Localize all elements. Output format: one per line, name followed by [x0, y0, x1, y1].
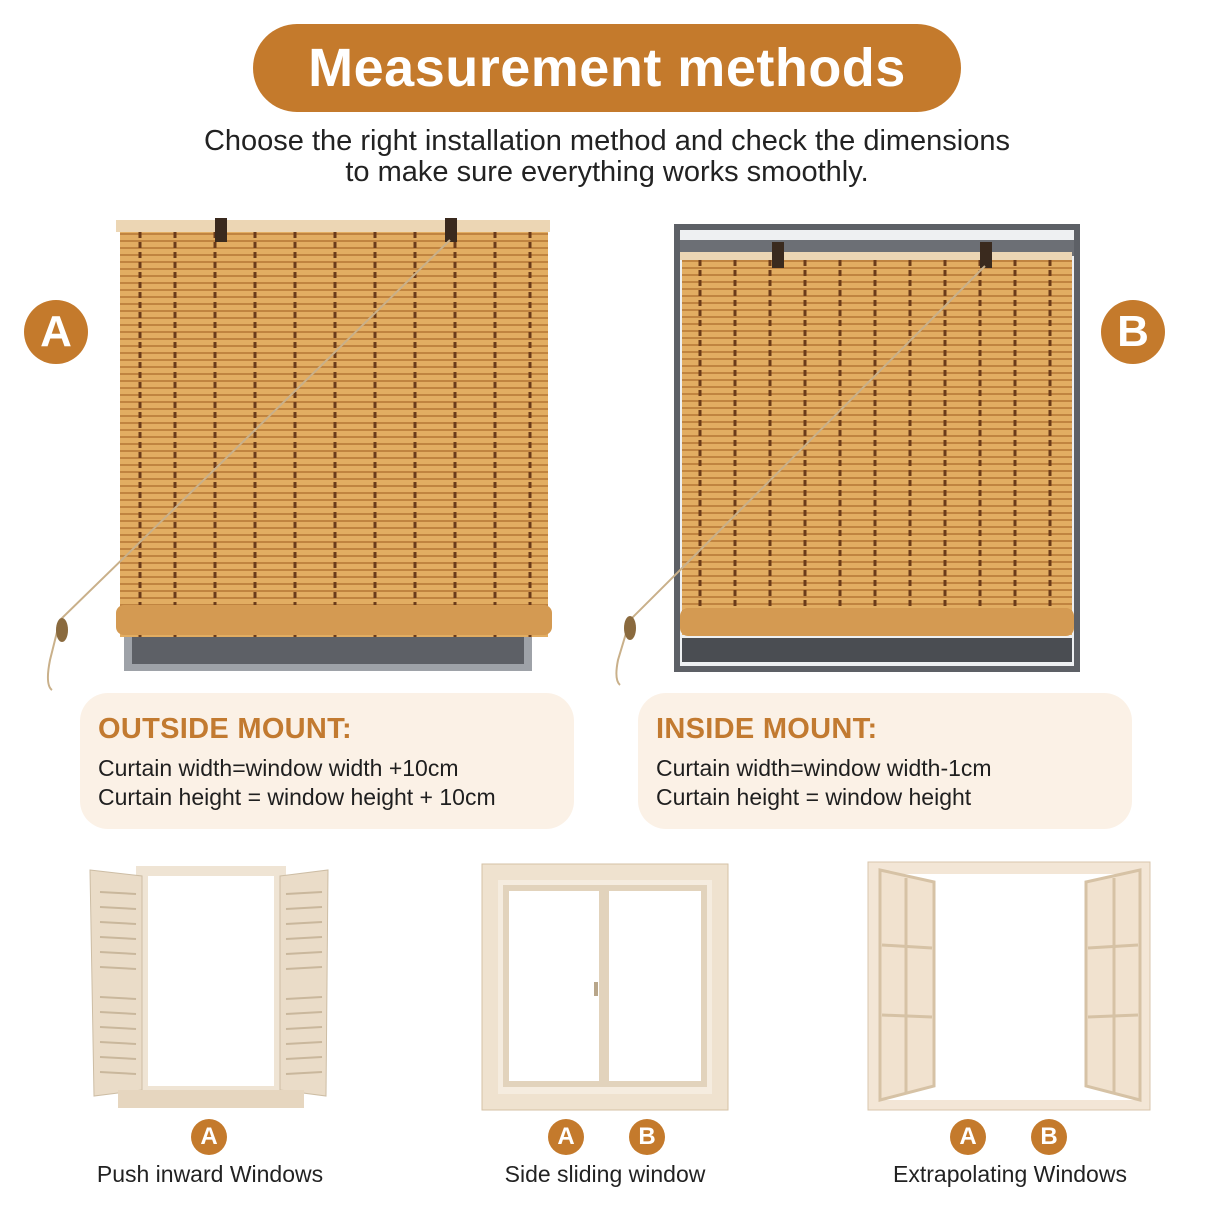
inside-mount-blind-image	[610, 220, 1090, 690]
badge-b-side-sliding	[629, 1119, 665, 1155]
badge-a-extrapolating	[950, 1119, 986, 1155]
side-sliding-window-image	[480, 862, 730, 1112]
outside-mount-card	[80, 693, 574, 829]
inside-mount-height-rule: Curtain height = window height	[656, 784, 972, 810]
badge-letter: B	[1040, 1123, 1058, 1150]
subtitle-line-1: Choose the right installation method and check the dimensions	[203, 125, 1011, 157]
inside-mount-card	[638, 693, 1132, 829]
caption-push-inward-windows: Push inward Windows	[96, 1161, 324, 1187]
badge-letter: B	[1117, 307, 1149, 356]
badge-a-push-inward	[191, 1119, 227, 1155]
badge-b-inside	[1101, 300, 1165, 364]
badge-letter: A	[557, 1123, 575, 1150]
extrapolating-window-image	[866, 860, 1152, 1112]
badge-letter: A	[40, 307, 72, 356]
page-title: Measurement methods	[308, 38, 906, 98]
inside-mount-width-rule: Curtain width=window width-1cm	[656, 755, 992, 781]
title-banner	[253, 24, 961, 112]
caption-side-sliding-window: Side sliding window	[504, 1161, 706, 1187]
badge-b-extrapolating	[1031, 1119, 1067, 1155]
outside-mount-width-rule: Curtain width=window width +10cm	[98, 755, 459, 781]
caption-extrapolating-windows: Extrapolating Windows	[893, 1161, 1127, 1187]
push-inward-window-image	[88, 862, 332, 1112]
outside-mount-blind-image	[40, 200, 560, 700]
inside-mount-heading: INSIDE MOUNT:	[656, 713, 878, 745]
badge-a-side-sliding	[548, 1119, 584, 1155]
outside-mount-height-rule: Curtain height = window height + 10cm	[98, 784, 496, 810]
subtitle	[80, 126, 1134, 188]
subtitle-line-2: to make sure everything works smoothly.	[345, 156, 869, 188]
badge-letter: A	[200, 1123, 218, 1150]
badge-letter: A	[959, 1123, 977, 1150]
outside-mount-heading: OUTSIDE MOUNT:	[98, 713, 352, 745]
badge-letter: B	[638, 1123, 656, 1150]
